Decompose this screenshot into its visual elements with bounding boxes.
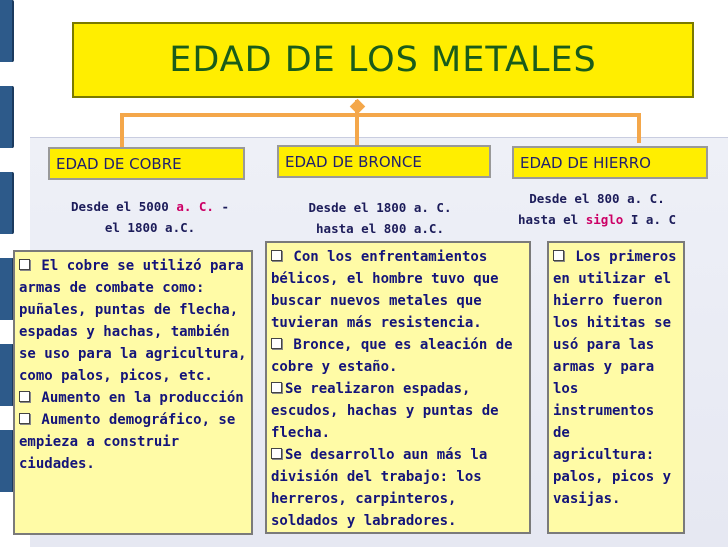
hierro-text-1: Los primeros en utilizar el hierro fueron los hititas se usó para las armas y para los instrumentos de agricultura: palos, picos y vasijas.: [553, 249, 677, 507]
date-cobre-start: Desde el 5000: [70, 199, 177, 214]
date-hierro-until: hasta el: [517, 212, 586, 227]
date-cobre-highlight: a. C.: [176, 199, 214, 214]
content-box-hierro: [547, 241, 685, 534]
side-decoration: [0, 0, 14, 546]
bronce-paragraph-4: [271, 444, 525, 532]
date-hierro-highlight: siglo: [585, 212, 624, 227]
era-heading-bronce-label: EDAD DE BRONCE: [285, 153, 422, 171]
cobre-paragraph-3: [19, 409, 247, 475]
checkbox-bullet-icon: [271, 448, 282, 459]
checkbox-bullet-icon: [553, 250, 564, 261]
date-cobre-dash: -: [213, 199, 230, 214]
date-hierro-end: I a. C: [623, 212, 677, 227]
connector-left: [120, 113, 124, 148]
hierro-paragraph-1: [553, 246, 679, 510]
cobre-paragraph-2: [19, 387, 247, 409]
date-hierro: [497, 188, 697, 230]
connector-arrow: [350, 99, 366, 115]
content-box-cobre: [13, 250, 253, 535]
connector-right: [637, 113, 641, 143]
bronce-text-4: Se desarrollo aun más la división del trabajo: los herreros, carpinteros, soldados y labradores.: [271, 447, 488, 529]
era-heading-cobre-label: EDAD DE COBRE: [56, 155, 182, 173]
bronce-text-1: Con los enfrentamientos bélicos, el hombre tuvo que buscar nuevos metales que tuvieran más resistencia.: [271, 249, 499, 331]
checkbox-bullet-icon: [19, 413, 30, 424]
era-heading-hierro: [512, 146, 708, 179]
connector-horizontal: [120, 113, 641, 117]
era-heading-cobre: [48, 147, 245, 180]
bronce-paragraph-2: [271, 334, 525, 378]
date-bronce-end: hasta el 800 a.C.: [316, 221, 444, 236]
cobre-text-2: Aumento en la producción: [33, 390, 244, 406]
date-cobre-end: el 1800 a.C.: [104, 220, 196, 235]
bronce-text-3: Se realizaron espadas, escudos, hachas y puntas de flecha.: [271, 381, 499, 441]
cobre-text-3: Aumento demográfico, se empieza a construir ciudades.: [19, 412, 236, 472]
checkbox-bullet-icon: [271, 382, 282, 393]
date-hierro-start: Desde el 800 a. C.: [529, 191, 665, 206]
checkbox-bullet-icon: [19, 391, 30, 402]
cobre-paragraph-1: [19, 255, 247, 387]
page-title: EDAD DE LOS METALES: [169, 40, 597, 80]
date-cobre: [50, 196, 250, 238]
era-heading-bronce: [277, 145, 491, 178]
bronce-text-2: Bronce, que es aleación de cobre y estaño.: [271, 337, 513, 375]
checkbox-bullet-icon: [271, 250, 282, 261]
bronce-paragraph-1: [271, 246, 525, 334]
checkbox-bullet-icon: [19, 259, 30, 270]
title-box: [72, 22, 694, 98]
checkbox-bullet-icon: [271, 338, 282, 349]
content-box-bronce: [265, 241, 531, 534]
date-bronce-start: Desde el 1800 a. C.: [308, 200, 452, 215]
date-bronce: [280, 197, 480, 239]
bronce-paragraph-3: [271, 378, 525, 444]
era-heading-hierro-label: EDAD DE HIERRO: [520, 154, 651, 172]
cobre-text-1: El cobre se utilizó para armas de combate como: puñales, puntas de flecha, espadas y hachas, también se uso para la agricultura, como palos, picos, etc.: [19, 258, 247, 384]
